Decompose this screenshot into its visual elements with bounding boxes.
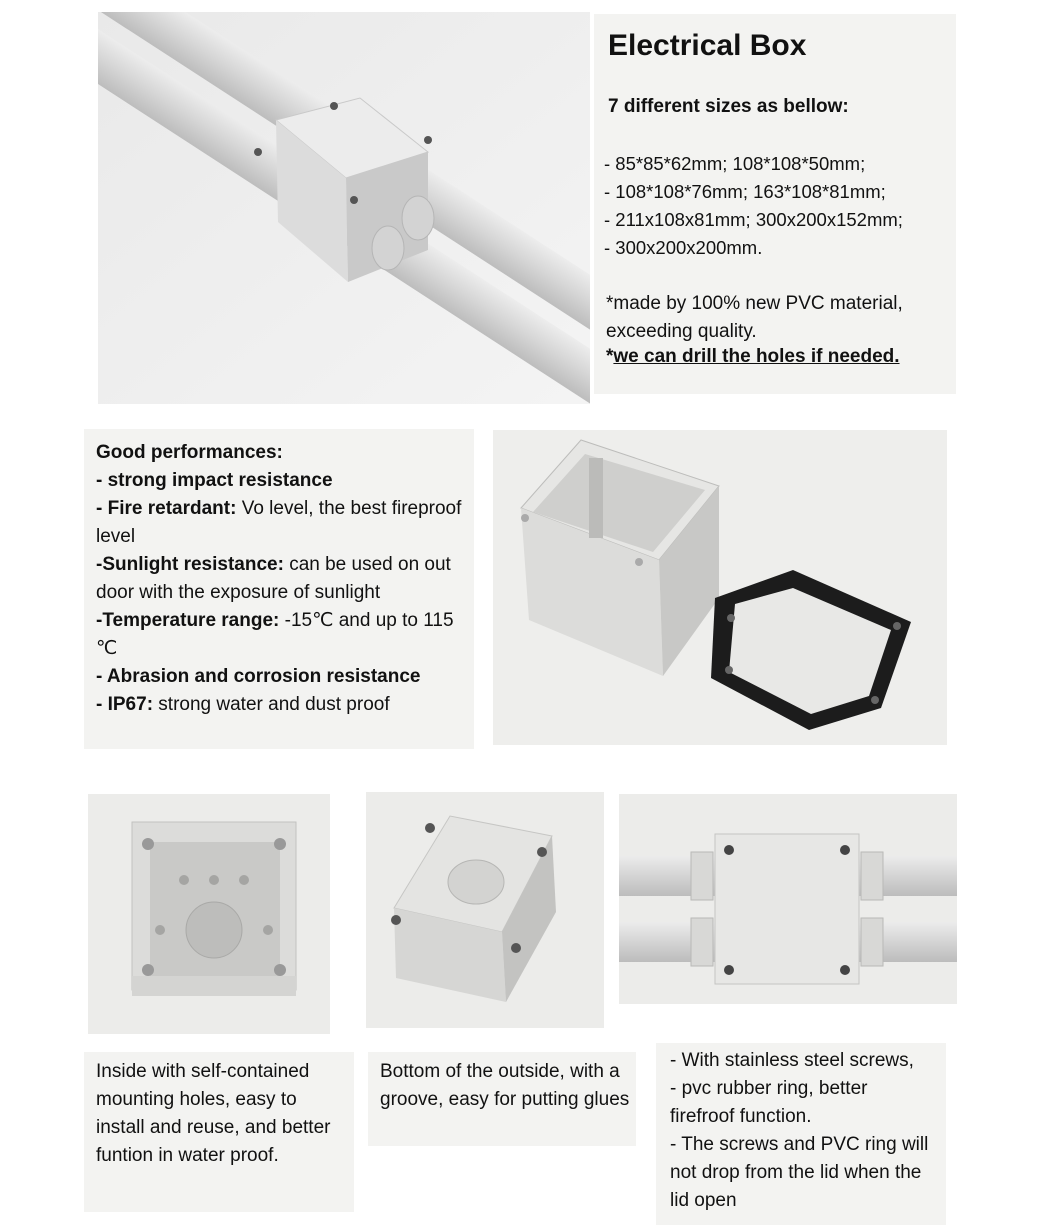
inside-caption-panel [84,1052,354,1212]
performance-item: -Temperature range: -15℃ and up to 115 ℃ [96,610,454,659]
product-summary-panel [594,14,956,394]
material-line: *made by 100% new PVC material, [606,293,903,314]
box-inside-photo [88,794,330,1034]
size-item: - 85*85*62mm; 108*108*50mm; [604,153,866,174]
box-bottom-photo [366,792,604,1028]
performance-item: - Fire retardant: Vo level, the best fireproof level [96,498,462,547]
performance-panel [84,429,474,749]
lid-caption [670,1047,932,1215]
open-box-with-lid-photo [493,430,947,745]
page-title: Electrical Box [608,29,807,62]
lid-caption-line: - pvc rubber ring, better firefroof function. [670,1078,868,1127]
size-item: - 211x108x81mm; 300x200x152mm; [604,209,903,230]
junction-box-on-pipes-photo [98,12,590,404]
lid-caption-line: - With stainless steel screws, [670,1050,914,1071]
material-line: exceeding quality. [606,321,757,342]
bottom-caption-panel [368,1052,636,1146]
performance-heading: Good performances: [96,442,283,463]
lid-caption-line: - The screws and PVC ring will not drop from the lid when the lid open [670,1134,929,1211]
performance-list [96,439,468,719]
size-item: - 108*108*76mm; 163*108*81mm; [604,181,886,202]
sizes-heading: 7 different sizes as bellow: [608,96,849,117]
inside-caption: Inside with self-contained mounting holes, easy to install and reuse, and better funtion in water proof. [96,1061,331,1166]
drill-star: * [606,346,614,367]
bottom-caption: Bottom of the outside, with a groove, easy for putting glues [380,1061,630,1110]
sizes-list [604,150,903,262]
drill-note [606,346,900,368]
lid-caption-panel [656,1043,946,1225]
material-note [606,290,951,346]
performance-item: - Abrasion and corrosion resistance [96,666,421,687]
performance-item: -Sunlight resistance: can be used on out door with the exposure of sunlight [96,554,451,603]
size-item: - 300x200x200mm. [604,237,763,258]
performance-item: - IP67: strong water and dust proof [96,694,390,715]
performance-item: - strong impact resistance [96,470,333,491]
drill-text: we can drill the holes if needed. [613,346,900,367]
box-lid-with-pipes-photo [619,794,957,1004]
